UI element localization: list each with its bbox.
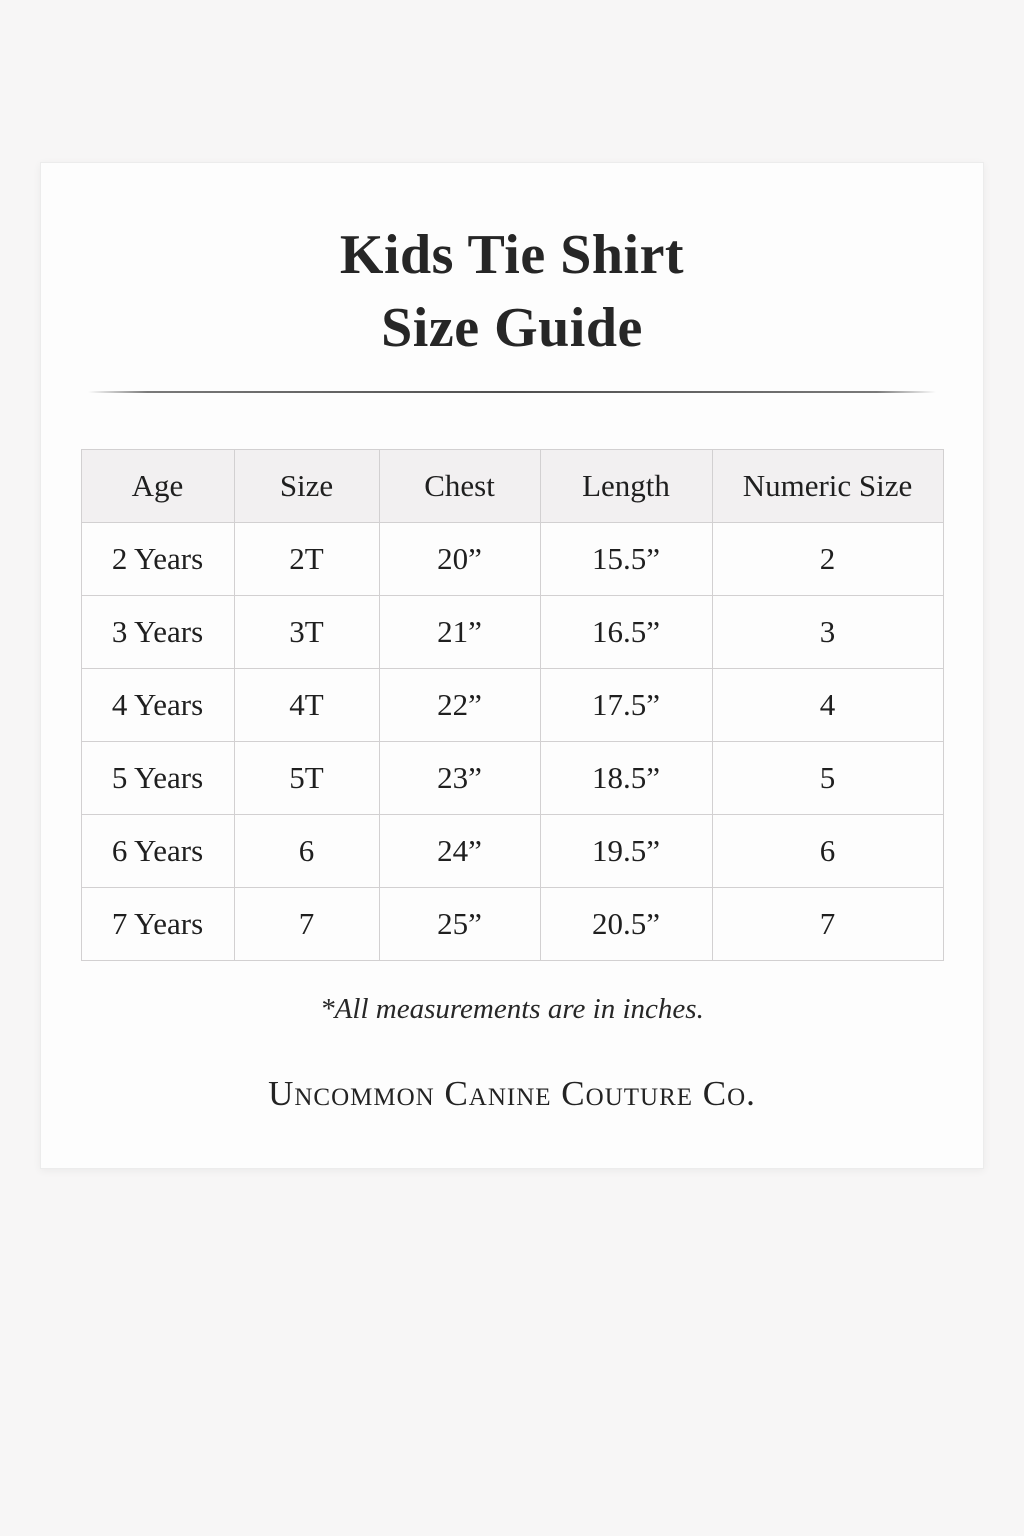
cell-size: 3T [234,595,379,668]
table-row [81,595,943,668]
header-cell-numeric-size: Numeric Size [712,449,943,522]
cell-numeric-size: 7 [712,887,943,960]
cell-age: 4 Years [81,668,234,741]
cell-chest: 21” [379,595,540,668]
table-row [81,814,943,887]
measurements-footnote: *All measurements are in inches. [320,992,704,1025]
cell-age: 5 Years [81,741,234,814]
size-table [81,449,944,961]
title-line-1: Kids Tie Shirt [339,224,685,286]
cell-age: 6 Years [81,814,234,887]
cell-size: 4T [234,668,379,741]
cell-length: 19.5” [540,814,712,887]
cell-length: 18.5” [540,741,712,814]
cell-length: 15.5” [540,522,712,595]
header-cell-length: Length [540,449,712,522]
table-row [81,887,943,960]
table-row [81,668,943,741]
cell-length: 17.5” [540,668,712,741]
cell-numeric-size: 4 [712,668,943,741]
cell-numeric-size: 3 [712,595,943,668]
cell-age: 7 Years [81,887,234,960]
cell-chest: 24” [379,814,540,887]
cell-size: 5T [234,741,379,814]
cell-age: 2 Years [81,522,234,595]
cell-age: 3 Years [81,595,234,668]
page-title [41,219,983,365]
cell-chest: 23” [379,741,540,814]
cell-size: 2T [234,522,379,595]
cell-length: 20.5” [540,887,712,960]
header-row [81,449,943,522]
cell-numeric-size: 5 [712,741,943,814]
cell-numeric-size: 2 [712,522,943,595]
title-line-2: Size Guide [381,296,643,359]
title-divider [88,391,936,393]
cell-numeric-size: 6 [712,814,943,887]
size-guide-card [40,162,984,1169]
cell-size: 6 [234,814,379,887]
cell-chest: 25” [379,887,540,960]
brand-name: Uncommon Canine Couture Co. [268,1073,756,1113]
cell-chest: 22” [379,668,540,741]
header-cell-chest: Chest [379,449,540,522]
header-cell-size: Size [234,449,379,522]
cell-length: 16.5” [540,595,712,668]
cell-chest: 20” [379,522,540,595]
cell-size: 7 [234,887,379,960]
table-row [81,741,943,814]
table-row [81,522,943,595]
header-cell-age: Age [81,449,234,522]
